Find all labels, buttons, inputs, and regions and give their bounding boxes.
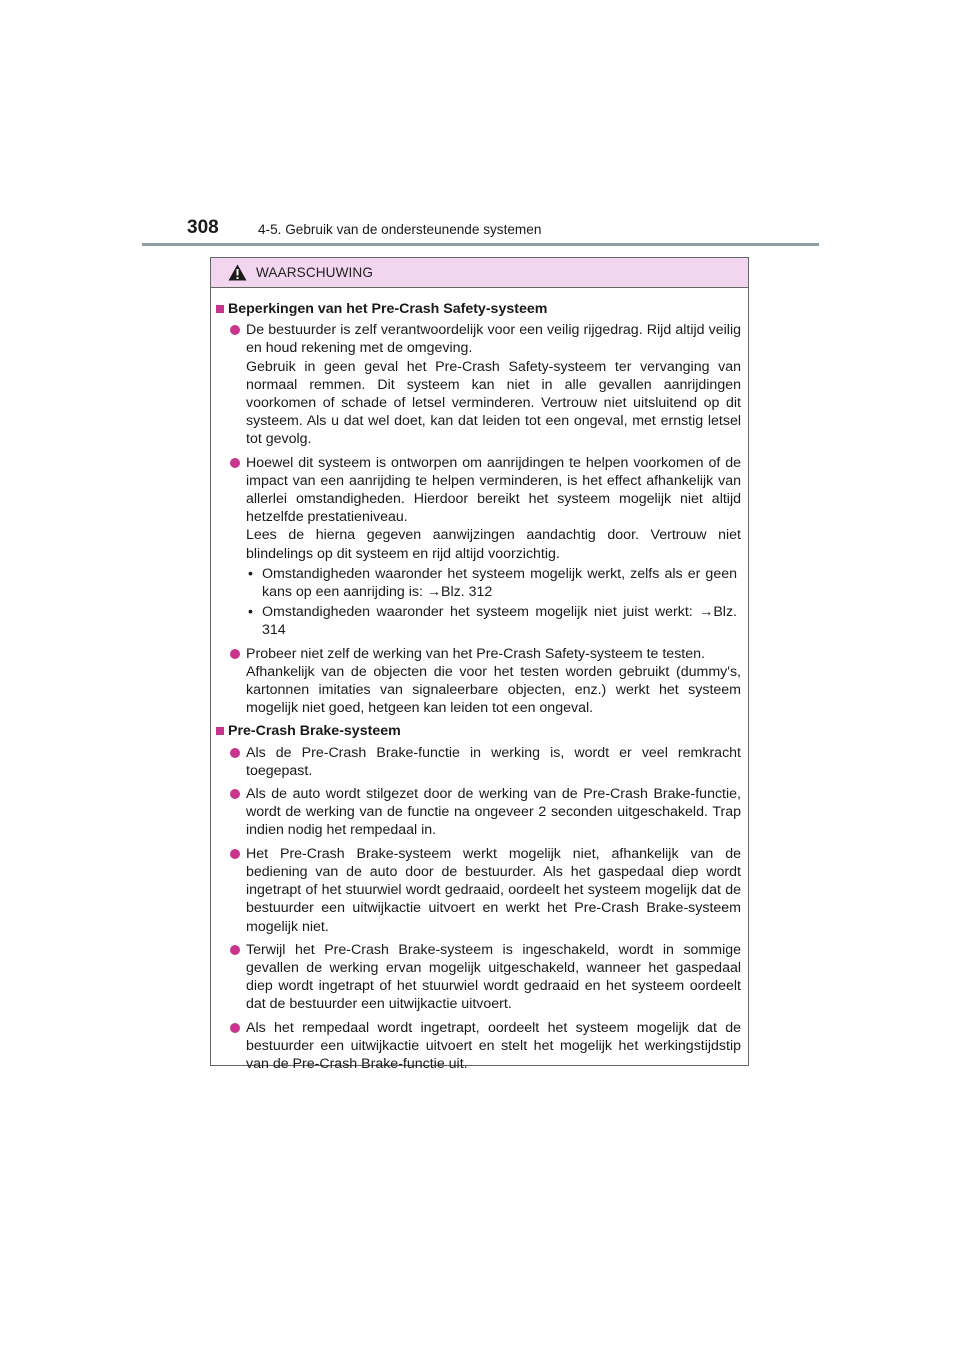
section-title: 4-5. Gebruik van de ondersteunende systemen xyxy=(258,222,542,237)
section-heading xyxy=(216,300,741,318)
item-paragraph: Als de auto wordt stilgezet door de werking van de Pre-Crash Brake-functie, wordt de werking van de functie na ongeveer 2 seconden uitgeschakeld. Trap indien nodig het rempedaal in. xyxy=(246,786,741,839)
sub-bullet xyxy=(246,603,741,639)
page-number: 308 xyxy=(187,217,219,238)
item-paragraph: Lees de hierna gegeven aanwijzingen aandachtig door. Vertrouw niet blindelings op dit systeem en rijd altijd voorzichtig. xyxy=(246,527,741,562)
item-paragraph: Als het rempedaal wordt ingetrapt, oordeelt het systeem mogelijk dat de bestuurder een uitwijkactie uitvoert en stelt het mogelijk het werkingstijdstip van de Pre-Crash Brake-functie uit. xyxy=(246,1019,741,1072)
list-item xyxy=(230,321,741,448)
list-item xyxy=(230,941,741,1014)
dot-bullet-icon xyxy=(230,849,240,859)
warning-content xyxy=(211,288,748,1073)
section-heading xyxy=(216,722,741,740)
section-heading-text: Beperkingen van het Pre-Crash Safety-systeem xyxy=(228,301,548,317)
item-paragraph: Hoewel dit systeem is ontworpen om aanrijdingen te helpen voorkomen of de impact van een aanrijding te helpen verminderen, is het effect afhankelijk van allerlei omstandigheden. Hierdoor bereikt het systeem mogelijk niet altijd hetzelfde prestatieniveau. xyxy=(246,454,741,526)
dot-bullet-icon xyxy=(230,1023,240,1033)
list-item xyxy=(230,785,741,840)
item-paragraph: Het Pre-Crash Brake-systeem werkt mogelijk niet, afhankelijk van de bediening van de auto door de bestuurder. Als het gaspedaal diep wordt ingetrapt of het stuurwiel wordt gedraaid, oordeelt het systeem mogelijk dat de bestuurder een uitwijkactie uitvoert en werkt het Pre-Crash Brake-systeem mogelijk niet. xyxy=(246,845,741,935)
item-paragraph: Gebruik in geen geval het Pre-Crash Safety-systeem ter vervanging van normaal remmen. Dit systeem kan niet in alle gevallen aanrijdingen voorkomen of schade of letsel verminderen. Vertrouw niet uitsluitend op dit systeem. Als u dat wel doet, kan dat leiden tot een ongeval, met ernstig letsel tot gevolg. xyxy=(246,358,741,448)
dot-bullet-icon xyxy=(230,649,240,659)
square-bullet-icon xyxy=(216,727,224,735)
dot-bullet-icon xyxy=(230,789,240,799)
bullet-point-icon: • xyxy=(248,565,253,582)
item-paragraph: Probeer niet zelf de werking van het Pre-Crash Safety-systeem te testen. xyxy=(246,645,705,662)
dot-bullet-icon xyxy=(230,325,240,335)
item-paragraph: De bestuurder is zelf verantwoordelijk voor een veilig rijgedrag. Rijd altijd veilig en houd rekening met de omgeving. xyxy=(246,322,741,357)
square-bullet-icon xyxy=(216,305,224,313)
sub-bullet-text: Omstandigheden waaronder het systeem mogelijk werkt, zelfs als er geen kans op een aanrijding is: →Blz. 312 xyxy=(262,565,737,601)
warning-box xyxy=(210,257,749,1072)
sub-bullet-text: Omstandigheden waaronder het systeem mogelijk niet juist werkt: →Blz. 314 xyxy=(262,604,737,639)
list-item xyxy=(230,1019,741,1074)
bullet-point-icon: • xyxy=(248,604,253,621)
warning-section xyxy=(216,300,741,717)
sub-bullet xyxy=(246,565,741,601)
header-divider xyxy=(142,243,819,246)
dot-bullet-icon xyxy=(230,945,240,955)
item-paragraph: Terwijl het Pre-Crash Brake-systeem is ingeschakeld, wordt in sommige gevallen de werking ervan mogelijk uitgeschakeld, wanneer het gaspedaal diep wordt ingetrapt of het stuurwiel wordt gedraaid en het systeem oordeelt dat de bestuurder een uitwijkactie uitvoert. xyxy=(246,941,741,1013)
warning-header xyxy=(211,258,748,288)
warning-label: WAARSCHUWING xyxy=(256,265,373,280)
dot-bullet-icon xyxy=(230,458,240,468)
dot-bullet-icon xyxy=(230,748,240,758)
list-item xyxy=(230,645,741,718)
item-paragraph: Als de Pre-Crash Brake-functie in werking is, wordt er veel remkracht toegepast. xyxy=(246,744,741,779)
warning-triangle-icon xyxy=(228,264,247,281)
section-heading-text: Pre-Crash Brake-systeem xyxy=(228,723,401,740)
list-item xyxy=(230,744,741,780)
warning-section xyxy=(216,722,741,1073)
list-item xyxy=(230,454,741,640)
list-item xyxy=(230,845,741,936)
item-paragraph: Afhankelijk van de objecten die voor het testen worden gebruikt (dummy's, kartonnen imitaties van signaleerbare objecten, enz.) werkt het systeem mogelijk niet goed, hetgeen kan leiden tot een ongeval. xyxy=(246,663,741,717)
